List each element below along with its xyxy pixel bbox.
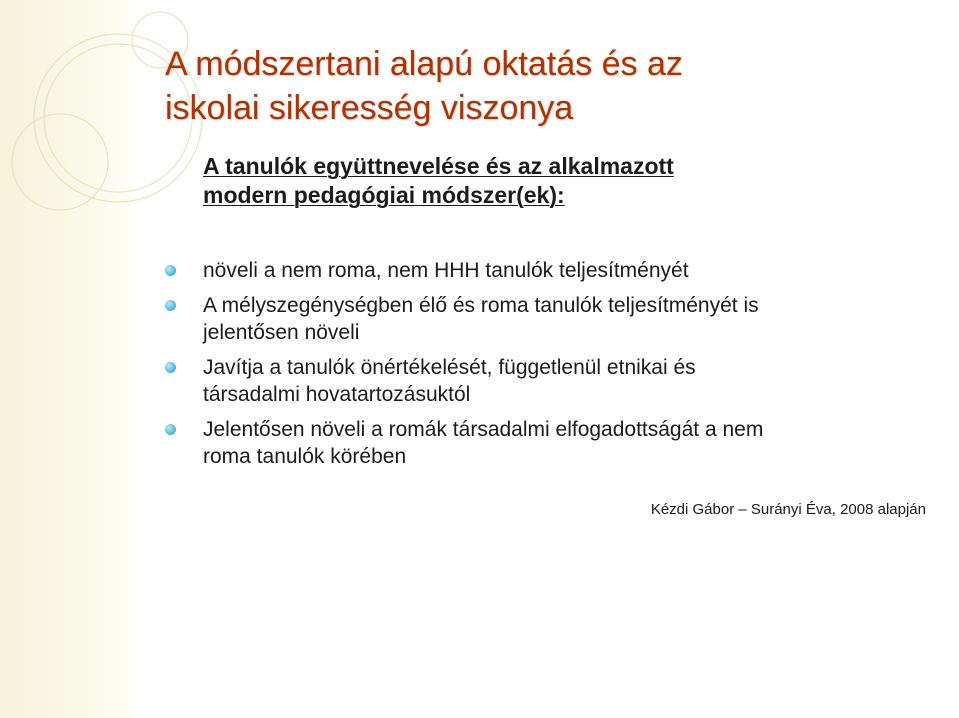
bullet-dot-icon (165, 300, 176, 311)
bullet-dot-icon (165, 265, 176, 276)
subtitle-line-2-text: modern pedagógiai módszer(ek): (203, 182, 565, 208)
deco-circle-small (12, 114, 108, 210)
list-item (165, 354, 940, 408)
bullet-dot-icon (165, 424, 176, 435)
bullet-line: társadalmi hovatartozásuktól (203, 383, 471, 406)
list-item (165, 416, 940, 470)
bullet-line: Javítja a tanulók önértékelését, függetlenül etnikai és (203, 356, 696, 379)
subtitle-line-2 (203, 181, 943, 210)
citation: Kézdi Gábor – Surányi Éva, 2008 alapján (650, 501, 926, 518)
bullet-list (165, 257, 940, 478)
page-title (165, 42, 945, 130)
bullet-line: jelentősen növeli (203, 321, 360, 344)
bullet-line: Jelentősen növeli a romák társadalmi elfogadottságát a nem (203, 418, 764, 441)
title-line-1: A módszertani alapú oktatás és az (165, 45, 683, 83)
subtitle-line-1-text: A tanulók együttnevelése és az alkalmazott (203, 153, 674, 179)
bullet-line: roma tanulók körében (203, 445, 407, 468)
bullet-line: növeli a nem roma, nem HHH tanulók teljesítményét (203, 259, 689, 282)
list-item (165, 292, 940, 346)
bullet-line: A mélyszegénységben élő és roma tanulók teljesítményét is (203, 294, 759, 317)
subtitle-line-1 (203, 152, 943, 181)
bullet-dot-icon (165, 362, 176, 373)
subtitle (203, 152, 943, 210)
title-line-2: iskolai sikeresség viszonya (165, 89, 574, 127)
list-item (165, 257, 940, 284)
